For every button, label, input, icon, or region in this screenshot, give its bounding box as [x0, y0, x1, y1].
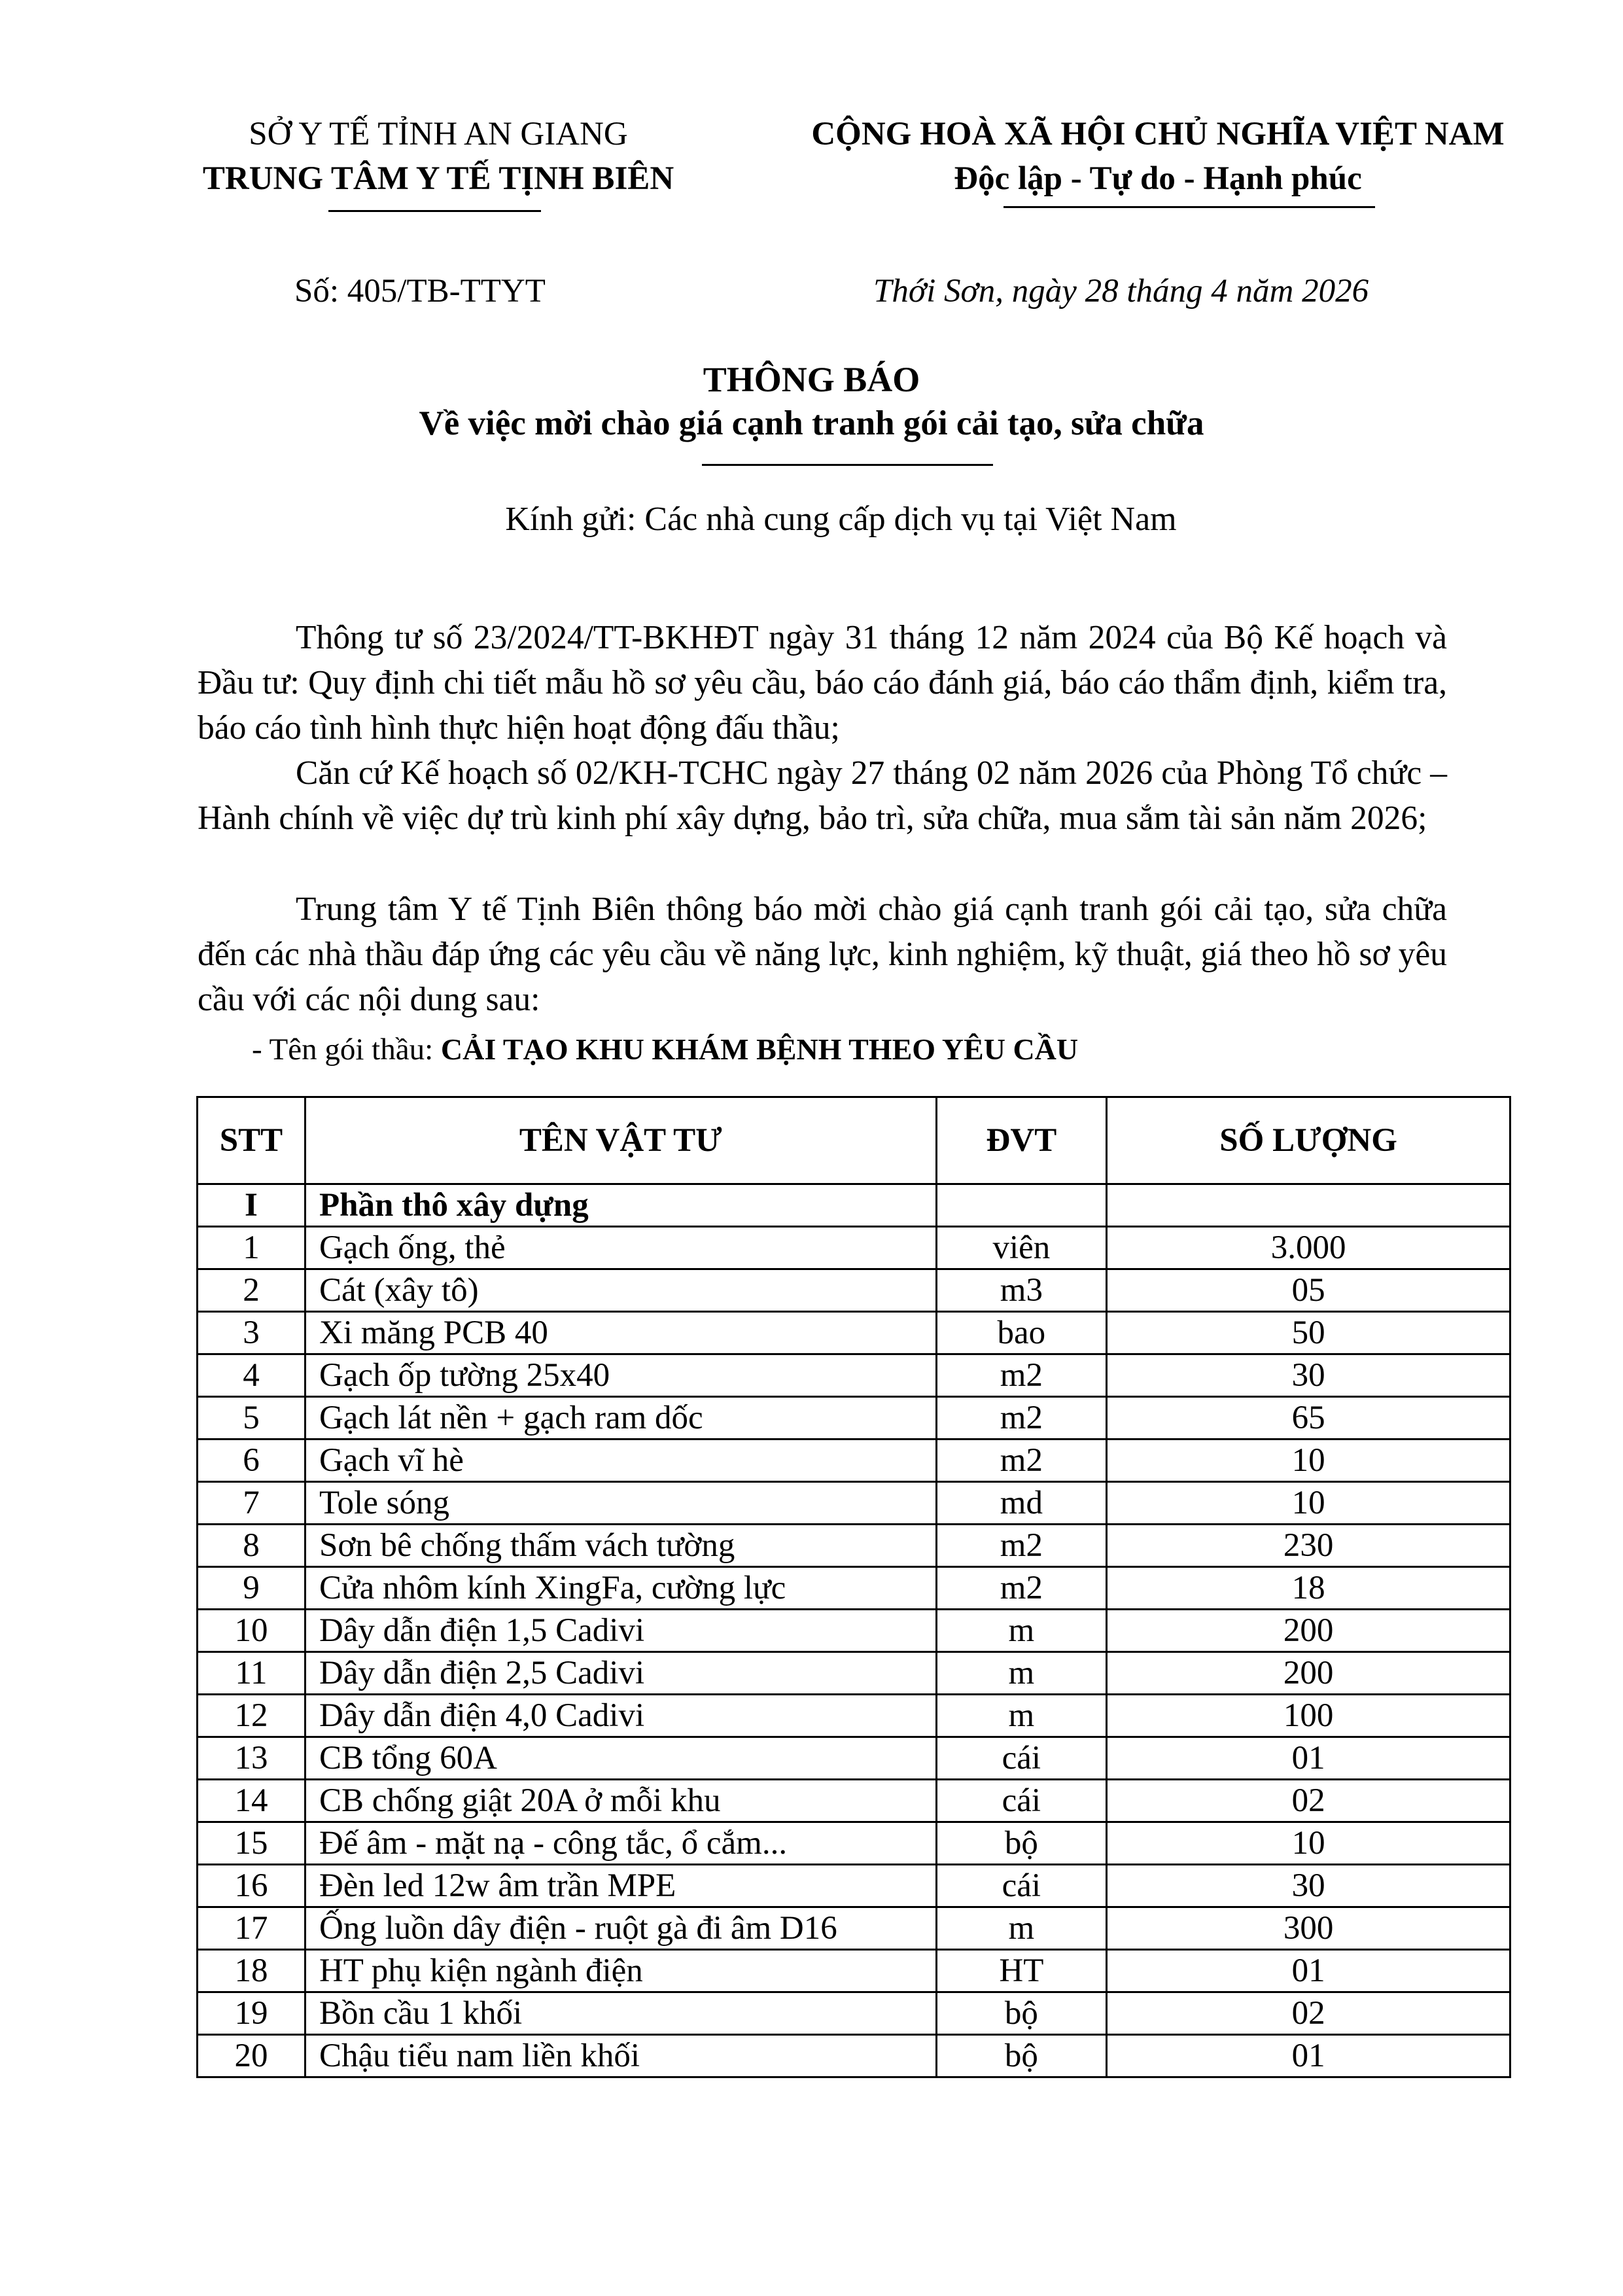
motto-underline — [1003, 206, 1375, 208]
column-header-quantity: SỐ LƯỢNG — [1107, 1097, 1510, 1184]
paragraph-text: Thông tư số 23/2024/TT-BKHĐT ngày 31 tháng 12 năm 2024 của Bộ Kế hoạch và Đầu tư: Quy định chi tiết mẫu hồ sơ yêu cầu, báo cáo đánh giá, báo cáo thẩm định, kiểm tra, báo cáo tình hình thực hiện hoạt động đấu thầu; — [198, 619, 1447, 747]
document-number: Số: 405/TB-TTYT — [294, 273, 546, 309]
motto: Độc lập - Tự do - Hạnh phúc — [954, 160, 1362, 197]
row-stt: 18 — [198, 1950, 305, 1992]
row-stt: 7 — [198, 1482, 305, 1525]
row-stt: 2 — [198, 1269, 305, 1312]
row-quantity: 3.000 — [1107, 1227, 1510, 1269]
row-stt: 11 — [198, 1652, 305, 1695]
row-stt: 15 — [198, 1822, 305, 1865]
row-quantity: 01 — [1107, 2035, 1510, 2077]
row-unit: m — [936, 1610, 1107, 1652]
row-unit: m — [936, 1695, 1107, 1737]
row-quantity: 30 — [1107, 1354, 1510, 1397]
paragraph-text: Căn cứ Kế hoạch số 02/KH-TCHC ngày 27 tháng 02 năm 2026 của Phòng Tổ chức – Hành chính về việc dự trù kinh phí xây dựng, bảo trì, sửa chữa, mua sắm tài sản năm 2026; — [198, 754, 1447, 837]
country-name: CỘNG HOÀ XÃ HỘI CHỦ NGHĨA VIỆT NAM — [811, 116, 1505, 152]
table-row — [198, 1950, 1510, 1992]
row-quantity: 65 — [1107, 1397, 1510, 1439]
column-header-unit: ĐVT — [936, 1097, 1107, 1184]
row-unit: m2 — [936, 1397, 1107, 1439]
row-stt: 3 — [198, 1312, 305, 1354]
package-name-line — [252, 1031, 1078, 1069]
package-label: - Tên gói thầu: — [252, 1033, 441, 1067]
row-stt: 10 — [198, 1610, 305, 1652]
row-unit: m2 — [936, 1525, 1107, 1567]
section-number: I — [198, 1184, 305, 1227]
row-unit: bao — [936, 1312, 1107, 1354]
row-quantity: 230 — [1107, 1525, 1510, 1567]
row-stt: 5 — [198, 1397, 305, 1439]
table-row — [198, 1695, 1510, 1737]
table-row — [198, 1610, 1510, 1652]
row-quantity: 02 — [1107, 1992, 1510, 2035]
row-material-name: Dây dẫn điện 4,0 Cadivi — [305, 1695, 936, 1737]
row-unit: cái — [936, 1737, 1107, 1780]
table-row — [198, 1992, 1510, 2035]
row-material-name: CB tổng 60A — [305, 1737, 936, 1780]
column-header-stt: STT — [198, 1097, 305, 1184]
row-material-name: Chậu tiểu nam liền khối — [305, 2035, 936, 2077]
row-unit: m — [936, 1907, 1107, 1950]
paragraph-plan-reference — [198, 751, 1447, 841]
row-stt: 12 — [198, 1695, 305, 1737]
row-material-name: Xi măng PCB 40 — [305, 1312, 936, 1354]
parent-agency: SỞ Y TẾ TỈNH AN GIANG — [249, 116, 628, 152]
section-unit — [936, 1184, 1107, 1227]
row-stt: 4 — [198, 1354, 305, 1397]
row-unit: cái — [936, 1780, 1107, 1822]
row-quantity: 50 — [1107, 1312, 1510, 1354]
row-quantity: 10 — [1107, 1822, 1510, 1865]
table-row — [198, 1397, 1510, 1439]
row-material-name: Bồn cầu 1 khối — [305, 1992, 936, 2035]
row-material-name: Đế âm - mặt nạ - công tắc, ổ cắm... — [305, 1822, 936, 1865]
column-header-material-name: TÊN VẬT TƯ — [305, 1097, 936, 1184]
table-row — [198, 1822, 1510, 1865]
document-title: THÔNG BÁO — [703, 360, 920, 399]
row-material-name: Gạch lát nền + gạch ram dốc — [305, 1397, 936, 1439]
row-stt: 8 — [198, 1525, 305, 1567]
row-material-name: HT phụ kiện ngành điện — [305, 1950, 936, 1992]
paragraph-text: Trung tâm Y tế Tịnh Biên thông báo mời chào giá cạnh tranh gói cải tạo, sửa chữa đến các nhà thầu đáp ứng các yêu cầu về năng lực, kinh nghiệm, kỹ thuật, giá theo hồ sơ yêu cầu với các nội dung sau: — [198, 891, 1447, 1018]
table-row — [198, 1269, 1510, 1312]
table-row — [198, 1227, 1510, 1269]
row-quantity: 200 — [1107, 1652, 1510, 1695]
table-row — [198, 1780, 1510, 1822]
section-qty — [1107, 1184, 1510, 1227]
table-row — [198, 1652, 1510, 1695]
row-stt: 17 — [198, 1907, 305, 1950]
row-material-name: Cửa nhôm kính XingFa, cường lực — [305, 1567, 936, 1610]
row-material-name: Ống luồn dây điện - ruột gà đi âm D16 — [305, 1907, 936, 1950]
row-quantity: 300 — [1107, 1907, 1510, 1950]
table-row — [198, 1567, 1510, 1610]
table-row — [198, 1312, 1510, 1354]
table-row — [198, 1525, 1510, 1567]
materials-table — [196, 1096, 1511, 2078]
table-section-row — [198, 1184, 1510, 1227]
recipient-line — [0, 499, 1623, 540]
issuing-agency-block — [164, 115, 713, 203]
table-row — [198, 1354, 1510, 1397]
row-unit: cái — [936, 1865, 1107, 1907]
row-quantity: 200 — [1107, 1610, 1510, 1652]
table-row — [198, 1907, 1510, 1950]
title-block — [0, 359, 1623, 448]
row-quantity: 30 — [1107, 1865, 1510, 1907]
row-unit: bộ — [936, 2035, 1107, 2077]
row-stt: 20 — [198, 2035, 305, 2077]
row-quantity: 100 — [1107, 1695, 1510, 1737]
row-material-name: Tole sóng — [305, 1482, 936, 1525]
row-stt: 6 — [198, 1439, 305, 1482]
row-unit: m3 — [936, 1269, 1107, 1312]
table-row — [198, 1482, 1510, 1525]
national-motto-block — [772, 115, 1544, 203]
paragraph-legal-basis — [198, 615, 1447, 751]
row-unit: m2 — [936, 1567, 1107, 1610]
row-quantity: 01 — [1107, 1950, 1510, 1992]
row-material-name: Sơn bê chống thấm vách tường — [305, 1525, 936, 1567]
table-row — [198, 1865, 1510, 1907]
row-unit: m2 — [936, 1439, 1107, 1482]
row-quantity: 10 — [1107, 1439, 1510, 1482]
issuing-agency: TRUNG TÂM Y TẾ TỊNH BIÊN — [202, 160, 674, 197]
row-material-name: Gạch ống, thẻ — [305, 1227, 936, 1269]
row-stt: 13 — [198, 1737, 305, 1780]
row-unit: md — [936, 1482, 1107, 1525]
row-unit: HT — [936, 1950, 1107, 1992]
paragraph-announcement — [198, 887, 1447, 1022]
row-unit: viên — [936, 1227, 1107, 1269]
row-quantity: 01 — [1107, 1737, 1510, 1780]
table-row — [198, 1439, 1510, 1482]
row-unit: m2 — [936, 1354, 1107, 1397]
row-stt: 19 — [198, 1992, 305, 2035]
row-unit: bộ — [936, 1822, 1107, 1865]
row-stt: 14 — [198, 1780, 305, 1822]
package-name: CẢI TẠO KHU KHÁM BỆNH THEO YÊU CẦU — [440, 1033, 1079, 1066]
section-title: Phần thô xây dựng — [305, 1184, 936, 1227]
row-material-name: Gạch ốp tường 25x40 — [305, 1354, 936, 1397]
recipient: Kính gửi: Các nhà cung cấp dịch vụ tại Việt Nam — [505, 501, 1177, 538]
document-subject: Về việc mời chào giá cạnh tranh gói cải tạo, sửa chữa — [419, 404, 1204, 442]
row-quantity: 10 — [1107, 1482, 1510, 1525]
row-unit: bộ — [936, 1992, 1107, 2035]
agency-underline — [328, 210, 541, 212]
row-stt: 16 — [198, 1865, 305, 1907]
row-material-name: Dây dẫn điện 1,5 Cadivi — [305, 1610, 936, 1652]
row-quantity: 18 — [1107, 1567, 1510, 1610]
title-underline — [702, 464, 993, 466]
row-material-name: CB chống giật 20A ở mỗi khu — [305, 1780, 936, 1822]
row-stt: 1 — [198, 1227, 305, 1269]
row-unit: m — [936, 1652, 1107, 1695]
row-material-name: Cát (xây tô) — [305, 1269, 936, 1312]
row-material-name: Đèn led 12w âm trần MPE — [305, 1865, 936, 1907]
table-row — [198, 2035, 1510, 2077]
place-date: Thới Sơn, ngày 28 tháng 4 năm 2026 — [873, 273, 1369, 309]
row-material-name: Dây dẫn điện 2,5 Cadivi — [305, 1652, 936, 1695]
row-quantity: 02 — [1107, 1780, 1510, 1822]
table-header-row — [198, 1097, 1510, 1184]
row-material-name: Gạch vĩ hè — [305, 1439, 936, 1482]
row-stt: 9 — [198, 1567, 305, 1610]
table-row — [198, 1737, 1510, 1780]
row-quantity: 05 — [1107, 1269, 1510, 1312]
